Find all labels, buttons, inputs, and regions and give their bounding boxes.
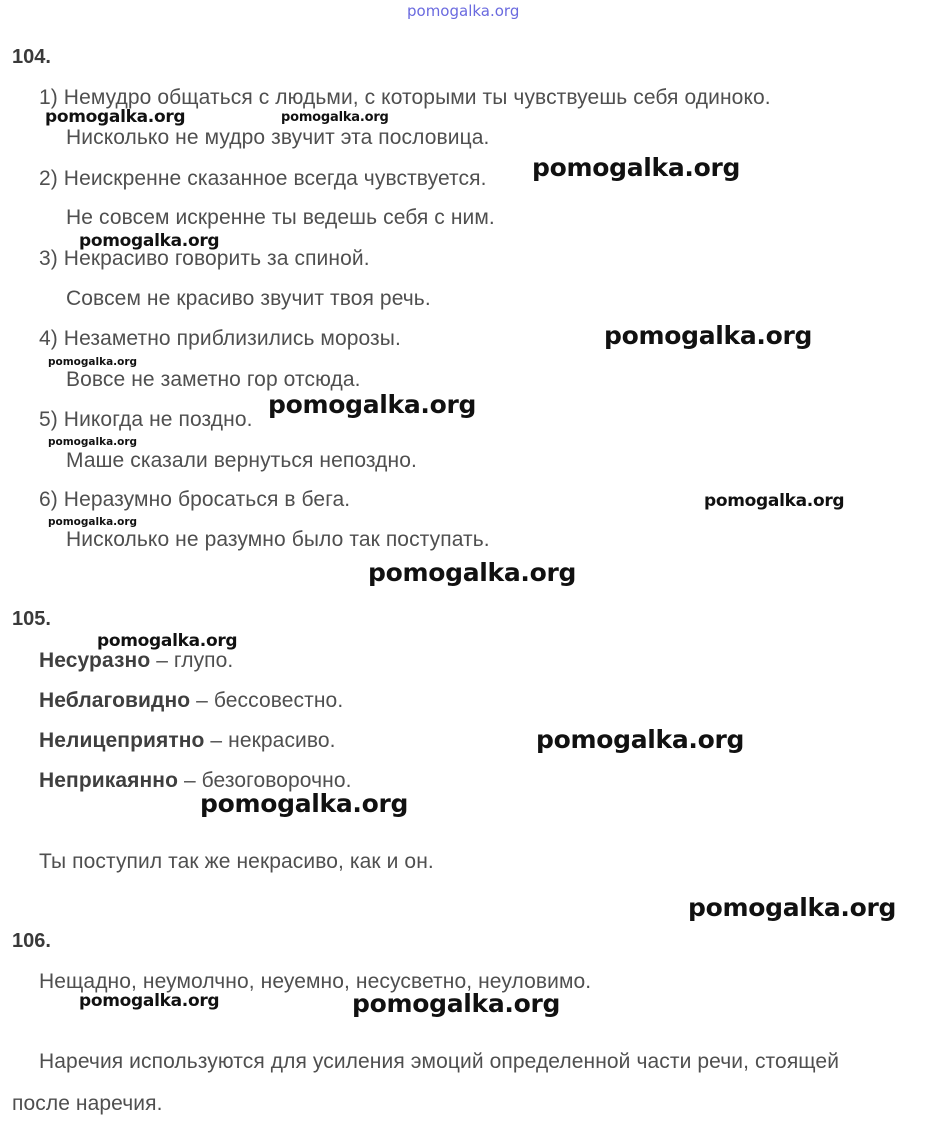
ex105-term-3: Нелицеприятно (39, 729, 205, 752)
watermark: pomogalka.org (97, 631, 238, 651)
watermark: pomogalka.org (536, 725, 745, 754)
exercise-104-number: 104. (12, 46, 51, 68)
ex105-meaning-4: – безоговорочно. (178, 769, 352, 792)
watermark: pomogalka.org (688, 893, 897, 922)
ex105-pair-3 (39, 729, 336, 753)
ex104-line-4: Не совсем искренне ты ведешь себя с ним. (66, 206, 495, 229)
ex104-line-10: Маше сказали вернуться непоздно. (66, 449, 417, 472)
watermark: pomogalka.org (604, 321, 813, 350)
header-watermark: pomogalka.org (407, 2, 520, 20)
ex105-pair-1 (39, 649, 233, 673)
watermark: pomogalka.org (48, 356, 138, 368)
exercise-105-number: 105. (12, 608, 51, 630)
ex105-pair-2 (39, 689, 343, 713)
ex104-line-11: 6) Неразумно бросаться в бега. (39, 488, 351, 511)
watermark: pomogalka.org (704, 491, 845, 511)
ex106-explanation-line-2: после наречия. (12, 1092, 163, 1115)
ex104-line-9: 5) Никогда не поздно. (39, 408, 253, 431)
watermark: pomogalka.org (48, 516, 138, 528)
ex106-explanation-line-1: Наречия используются для усиления эмоций определенной части речи, стоящей (39, 1050, 840, 1073)
ex104-line-8: Вовсе не заметно гор отсюда. (66, 368, 361, 391)
ex104-line-1: 1) Немудро общаться с людьми, с которыми ты чувствуешь себя одиноко. (39, 86, 771, 109)
ex105-term-2: Неблаговидно (39, 689, 191, 712)
watermark: pomogalka.org (368, 558, 577, 587)
ex104-line-12: Нисколько не разумно было так поступать. (66, 528, 490, 551)
ex105-sentence: Ты поступил так же некрасиво, как и он. (39, 850, 434, 873)
ex106-words: Нещадно, неумолчно, неуемно, несусветно, неуловимо. (39, 970, 592, 993)
ex104-line-3: 2) Неискренне сказанное всегда чувствуется. (39, 167, 487, 190)
watermark: pomogalka.org (200, 789, 409, 818)
watermark: pomogalka.org (79, 231, 220, 251)
ex105-meaning-3: – некрасиво. (204, 729, 336, 752)
watermark: pomogalka.org (268, 390, 477, 419)
ex104-line-6: Совсем не красиво звучит твоя речь. (66, 287, 431, 310)
ex105-meaning-1: – глупо. (150, 649, 234, 672)
watermark: pomogalka.org (79, 991, 220, 1011)
watermark: pomogalka.org (281, 110, 389, 125)
ex105-term-1: Несуразно (39, 649, 151, 672)
watermark: pomogalka.org (45, 107, 186, 127)
ex105-meaning-2: – бессовестно. (190, 689, 344, 712)
ex104-line-5: 3) Некрасиво говорить за спиной. (39, 247, 370, 270)
watermark: pomogalka.org (352, 989, 561, 1018)
ex105-term-4: Неприкаянно (39, 769, 179, 792)
ex104-line-2: Нисколько не мудро звучит эта пословица. (66, 126, 490, 149)
exercise-106-number: 106. (12, 930, 51, 952)
watermark: pomogalka.org (532, 153, 741, 182)
ex104-line-7: 4) Незаметно приблизились морозы. (39, 327, 401, 350)
watermark: pomogalka.org (48, 436, 138, 448)
